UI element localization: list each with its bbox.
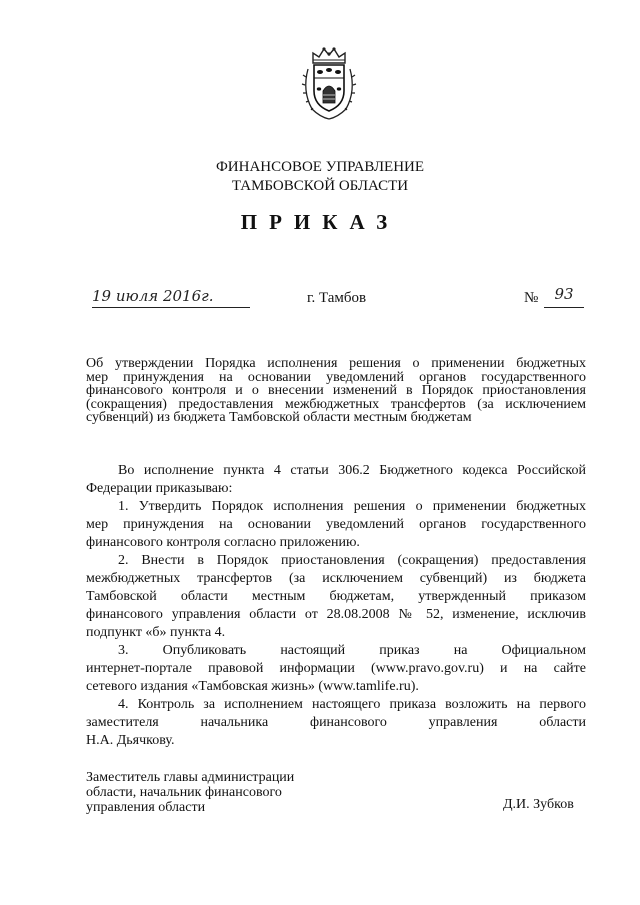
subject-line: мер принуждения на основании уведомлений органов государственного bbox=[86, 369, 586, 385]
date-underline bbox=[92, 307, 250, 308]
order-date: 19 июля 2016г. bbox=[92, 287, 214, 305]
body-line: подпункт «б» пункта 4. bbox=[86, 625, 226, 640]
body-line: 1. Утвердить Порядок исполнения решения о применении бюджетных bbox=[118, 499, 586, 514]
body-line: Н.А. Дьячкову. bbox=[86, 733, 175, 748]
body-line: Во исполнение пункта 4 статьи 306.2 Бюджетного кодекса Российской bbox=[118, 463, 586, 478]
signer-position-line: области, начальник финансового bbox=[86, 785, 282, 800]
signer-name: Д.И. Зубков bbox=[503, 797, 574, 812]
body-line: финансового управления области от 28.08.2008 № 52, изменение, исключив bbox=[86, 607, 586, 622]
document-title: ПРИКАЗ bbox=[240, 210, 400, 234]
body-line: 4. Контроль за исполнением настоящего приказа возложить на первого bbox=[118, 697, 586, 712]
body-line: финансового контроля согласно приложению. bbox=[86, 535, 360, 550]
order-number: 93 bbox=[554, 285, 574, 303]
body-line: сетевого издания «Тамбовская жизнь» (www.tamlife.ru). bbox=[86, 679, 419, 694]
body-line: заместителя начальника финансового управления области bbox=[86, 715, 586, 730]
body-line: межбюджетных трансфертов (за исключением субвенций) из бюджета bbox=[86, 571, 586, 586]
number-underline bbox=[544, 307, 584, 308]
signer-position-line: управления области bbox=[86, 800, 206, 815]
coat-of-arms-icon bbox=[300, 45, 358, 121]
order-subject bbox=[86, 357, 586, 425]
body-line: Федерации приказываю: bbox=[86, 481, 233, 496]
order-body bbox=[86, 462, 586, 750]
signer-position bbox=[86, 770, 326, 815]
signer-position-line: Заместитель главы администрации bbox=[86, 770, 295, 785]
city: г. Тамбов bbox=[307, 290, 367, 306]
organization-name-line2: ТАМБОВСКОЙ ОБЛАСТИ bbox=[231, 178, 409, 194]
body-line: мер принуждения на основании уведомлений органов государственного bbox=[86, 517, 586, 532]
order-number-label: № bbox=[524, 290, 539, 306]
body-line: 2. Внести в Порядок приостановления (сокращения) предоставления bbox=[118, 553, 586, 568]
organization-name-line1: ФИНАНСОВОЕ УПРАВЛЕНИЕ bbox=[215, 159, 425, 175]
subject-line: (сокращения) предоставления межбюджетных трансфертов (за исключением bbox=[86, 396, 586, 412]
body-line: Тамбовской области местным бюджетам, утвержденный приказом bbox=[86, 589, 586, 604]
subject-line: Об утверждении Порядка исполнения решения о применении бюджетных bbox=[86, 356, 586, 371]
subject-line: финансового контроля и о внесении изменений в Порядок приостановления bbox=[86, 383, 586, 398]
subject-line: субвенций) из бюджета Тамбовской области местным бюджетам bbox=[86, 410, 472, 425]
body-line: 3. Опубликовать настоящий приказ на Официальном bbox=[118, 643, 586, 658]
body-line: интернет-портале правовой информации (www.pravo.gov.ru) и на сайте bbox=[86, 661, 586, 676]
